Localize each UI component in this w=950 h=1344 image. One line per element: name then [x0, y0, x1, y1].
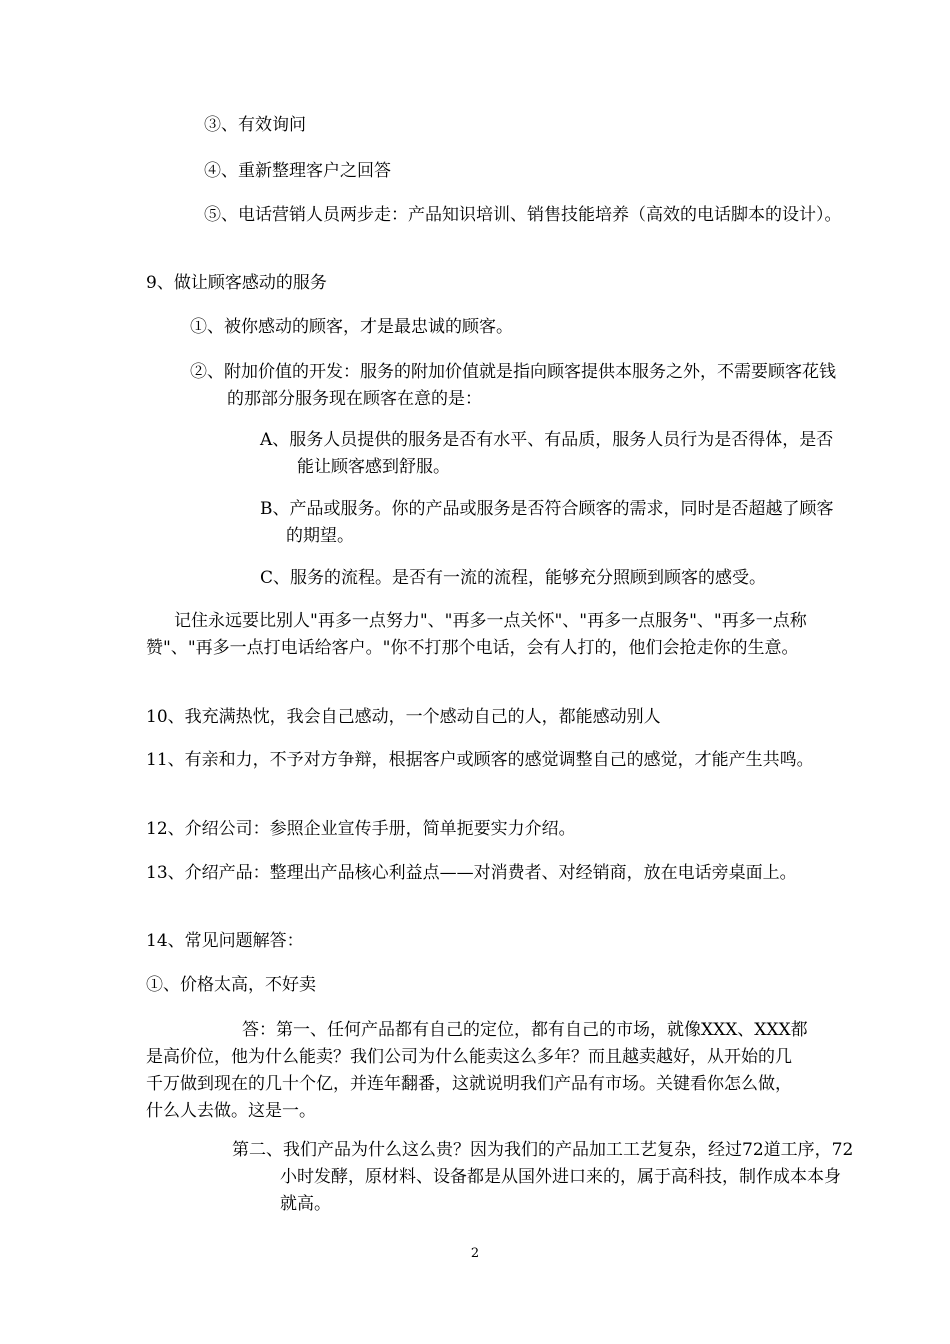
list-item-2: ②、附加价值的开发：服务的附加价值就是指向顾客提供本服务之外，不需要顾客花钱的那部分服务现在顾客在意的是：	[190, 362, 836, 409]
list-item-3: ③、有效询问	[204, 115, 306, 135]
section-item-12: 12、介绍公司：参照企业宣传手册，简单扼要实力介绍。	[146, 819, 576, 839]
reminder-paragraph: 记住永远要比别人"再多一点努力"、"再多一点关怀"、"再多一点服务"、"再多一点称赞"、"再多一点打电话给客户。"你不打那个电话，会有人打的，他们会抢走你的生意。	[146, 611, 807, 658]
section-heading-9: 9、做让顾客感动的服务	[146, 273, 327, 293]
section-heading-14: 14、常见问题解答：	[146, 931, 304, 951]
sub-item-a: A、服务人员提供的服务是否有水平、有品质，服务人员行为是否得体，是否能让顾客感到舒服。	[260, 430, 834, 477]
list-item-1: ①、被你感动的顾客，才是最忠诚的顾客。	[190, 317, 513, 337]
faq-answer-part-2: 第二、我们产品为什么这么贵？因为我们的产品加工工艺复杂，经过72道工序，72小时发酵，原材料、设备都是从国外进口来的，属于高科技，制作成本本身就高。	[232, 1140, 854, 1214]
list-item-5: ⑤、电话营销人员两步走：产品知识培训、销售技能培养（高效的电话脚本的设计）。	[204, 205, 842, 225]
page-number: 2	[470, 1246, 480, 1261]
sub-item-b: B、产品或服务。你的产品或服务是否符合顾客的需求，同时是否超越了顾客的期望。	[260, 499, 834, 546]
section-item-13: 13、介绍产品：整理出产品核心利益点——对消费者、对经销商，放在电话旁桌面上。	[146, 863, 797, 883]
faq-question-1: ①、价格太高，不好卖	[146, 975, 316, 995]
faq-answer-part-1: 答：第一、任何产品都有自己的定位，都有自己的市场，就像XXX、XXX都是高价位，他为什么能卖？我们公司为什么能卖这么多年？而且越卖越好，从开始的几千万做到现在的几十个亿，并连年翻番，这就说明我们产品有市场。关键看你怎么做，什么人去做。这是一。	[146, 1020, 808, 1121]
section-item-11: 11、有亲和力，不予对方争辩，根据客户或顾客的感觉调整自己的感觉，才能产生共鸣。	[146, 750, 814, 770]
list-item-4: ④、重新整理客户之回答	[204, 161, 391, 181]
sub-item-c: C、服务的流程。是否有一流的流程，能够充分照顾到顾客的感受。	[260, 568, 767, 588]
section-item-10: 10、我充满热忱，我会自己感动，一个感动自己的人，都能感动别人	[146, 707, 661, 727]
